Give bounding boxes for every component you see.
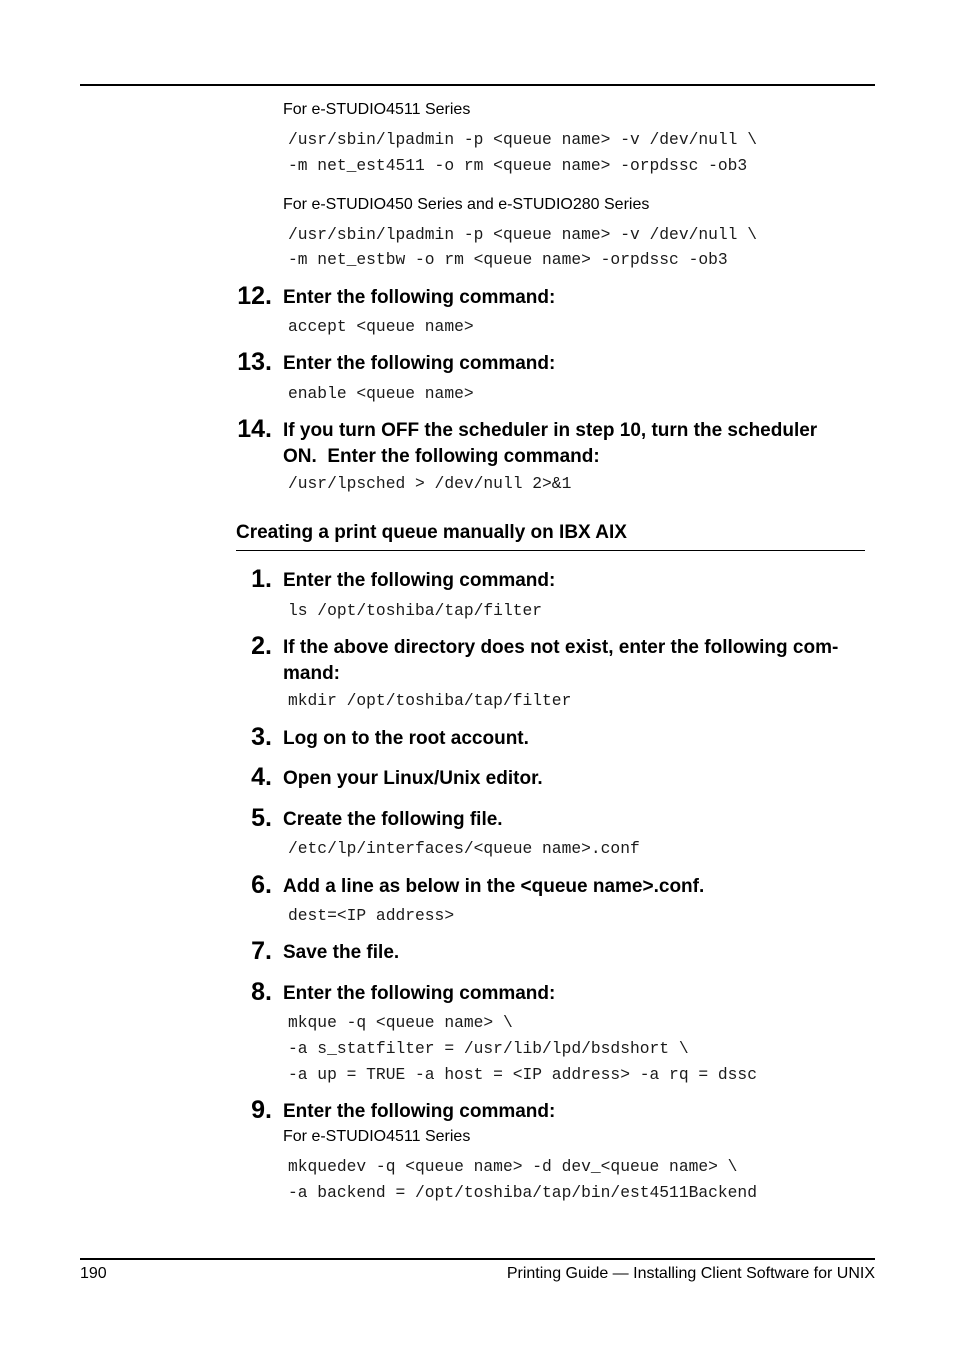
step-number: 14.: [237, 415, 272, 443]
step-number: 9.: [251, 1096, 272, 1124]
step-text: mand:: [283, 663, 340, 684]
code-line: mkquedev -q <queue name> -d dev_<queue name> \: [288, 1157, 738, 1176]
series-label-4511: For e-STUDIO4511 Series: [283, 101, 471, 118]
code-line: dest=<IP address>: [288, 906, 455, 925]
code-line: -a s_statfilter = /usr/lib/lpd/bsdshort \: [288, 1039, 689, 1058]
step-text: ON. Enter the following command:: [283, 446, 600, 467]
code-line: /usr/sbin/lpadmin -p <queue name> -v /dev/null \: [288, 225, 757, 244]
code-line: enable <queue name>: [288, 384, 474, 403]
code-line: mkdir /opt/toshiba/tap/filter: [288, 691, 572, 710]
step-number: 2.: [251, 632, 272, 660]
step-number: 7.: [251, 937, 272, 965]
step-number: 4.: [251, 763, 272, 791]
code-line: /etc/lp/interfaces/<queue name>.conf: [288, 839, 640, 858]
step-text: Enter the following command:: [283, 1101, 556, 1122]
code-line: -a backend = /opt/toshiba/tap/bin/est4511Backend: [288, 1183, 757, 1202]
step-text: Log on to the root account.: [283, 728, 529, 749]
step-text: If the above directory does not exist, enter the following com-: [283, 637, 839, 658]
step-number: 13.: [237, 348, 272, 376]
step-text: Enter the following command:: [283, 570, 556, 591]
footer-title: Printing Guide — Installing Client Software for UNIX: [506, 1265, 875, 1282]
code-line: -a up = TRUE -a host = <IP address> -a rq = dssc: [288, 1065, 757, 1084]
step-text: Open your Linux/Unix editor.: [283, 768, 543, 789]
step-number: 12.: [237, 282, 272, 310]
section-heading: Creating a print queue manually on IBX AIX: [236, 522, 627, 543]
step-number: 5.: [251, 804, 272, 832]
step-text: If you turn OFF the scheduler in step 10, turn the scheduler: [283, 420, 818, 441]
code-line: /usr/sbin/lpadmin -p <queue name> -v /dev/null \: [288, 130, 757, 149]
code-line: accept <queue name>: [288, 317, 474, 336]
code-line: -m net_estbw -o rm <queue name> -orpdssc -ob3: [288, 250, 728, 269]
heading-rule: [236, 550, 865, 551]
step-text: Add a line as below in the <queue name>.conf.: [283, 876, 705, 897]
step-text: Enter the following command:: [283, 287, 556, 308]
page-number: 190: [80, 1265, 107, 1282]
code-line: ls /opt/toshiba/tap/filter: [288, 601, 543, 620]
step-number: 6.: [251, 871, 272, 899]
step-text: Enter the following command:: [283, 983, 556, 1004]
step-text: Create the following file.: [283, 809, 503, 830]
footer-rule: [80, 1258, 875, 1260]
header-rule: [80, 84, 875, 86]
step-text: Save the file.: [283, 942, 400, 963]
code-line: mkque -q <queue name> \: [288, 1013, 513, 1032]
step-text: Enter the following command:: [283, 353, 556, 374]
step-number: 8.: [251, 978, 272, 1006]
series-label-450: For e-STUDIO450 Series and e-STUDIO280 Series: [283, 196, 650, 213]
code-line: /usr/lpsched > /dev/null 2>&1: [288, 474, 572, 493]
step-number: 3.: [251, 723, 272, 751]
code-line: -m net_est4511 -o rm <queue name> -orpdssc -ob3: [288, 156, 748, 175]
series-label-4511: For e-STUDIO4511 Series: [283, 1128, 471, 1145]
step-number: 1.: [251, 565, 272, 593]
